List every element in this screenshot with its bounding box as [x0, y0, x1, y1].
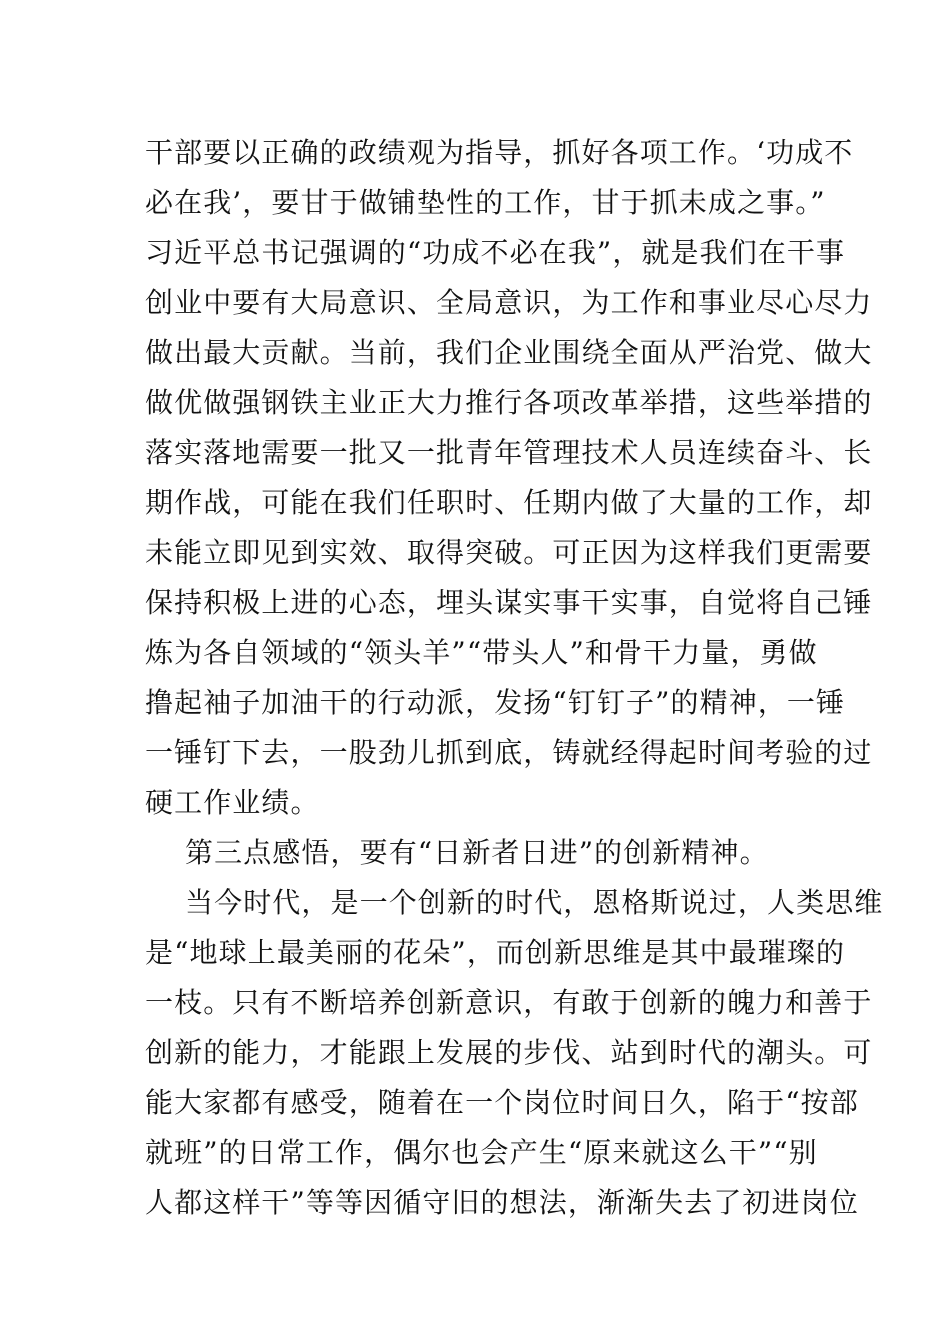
text-line: 撸起袖子加油干的行动派，发扬“钉钉子”的精神，一锤	[145, 686, 846, 719]
text-line: 一枝。只有不断培养创新意识，有敢于创新的魄力和善于	[145, 986, 873, 1019]
text-line: 就班”的日常工作，偶尔也会产生“原来就这么干”“别	[145, 1136, 818, 1169]
text-line: 当今时代，是一个创新的时代，恩格斯说过，人类思维	[185, 886, 884, 919]
text-line: 创新的能力，才能跟上发展的步伐、站到时代的潮头。可	[145, 1036, 873, 1069]
text-line: 干部要以正确的政绩观为指导，抓好各项工作。‘功成不	[145, 136, 854, 169]
text-line: 是“地球上最美丽的花朵”，而创新思维是其中最璀璨的	[145, 936, 846, 969]
text-line: 一锤钉下去，一股劲儿抓到底，铸就经得起时间考验的过	[145, 736, 873, 769]
text-line: 能大家都有感受，随着在一个岗位时间日久，陷于“按部	[145, 1086, 859, 1119]
text-line: 做优做强钢铁主业正大力推行各项改革举措，这些举措的	[145, 386, 873, 419]
text-line: 期作战，可能在我们任职时、任期内做了大量的工作，却	[145, 486, 873, 519]
text-line: 做出最大贡献。当前，我们企业围绕全面从严治党、做大	[145, 336, 873, 369]
text-line: 落实落地需要一批又一批青年管理技术人员连续奋斗、长	[145, 436, 873, 469]
text-line: 习近平总书记强调的“功成不必在我”，就是我们在干事	[145, 236, 846, 269]
text-line: 未能立即见到实效、取得突破。可正因为这样我们更需要	[145, 536, 873, 569]
text-line: 创业中要有大局意识、全局意识，为工作和事业尽心尽力	[145, 286, 873, 319]
text-line: 保持积极上进的心态，埋头谋实事干实事，自觉将自己锤	[145, 586, 873, 619]
text-line: 人都这样干”等等因循守旧的想法，渐渐失去了初进岗位	[145, 1186, 859, 1219]
text-line: 必在我’，要甘于做铺垫性的工作，甘于抓未成之事。”	[145, 186, 826, 219]
section-heading: 第三点感悟，要有“日新者日进”的创新精神。	[185, 836, 769, 869]
text-line: 硬工作业绩。	[145, 786, 320, 819]
text-line: 炼为各自领域的“领头羊”“带头人”和骨干力量，勇做	[145, 636, 818, 669]
